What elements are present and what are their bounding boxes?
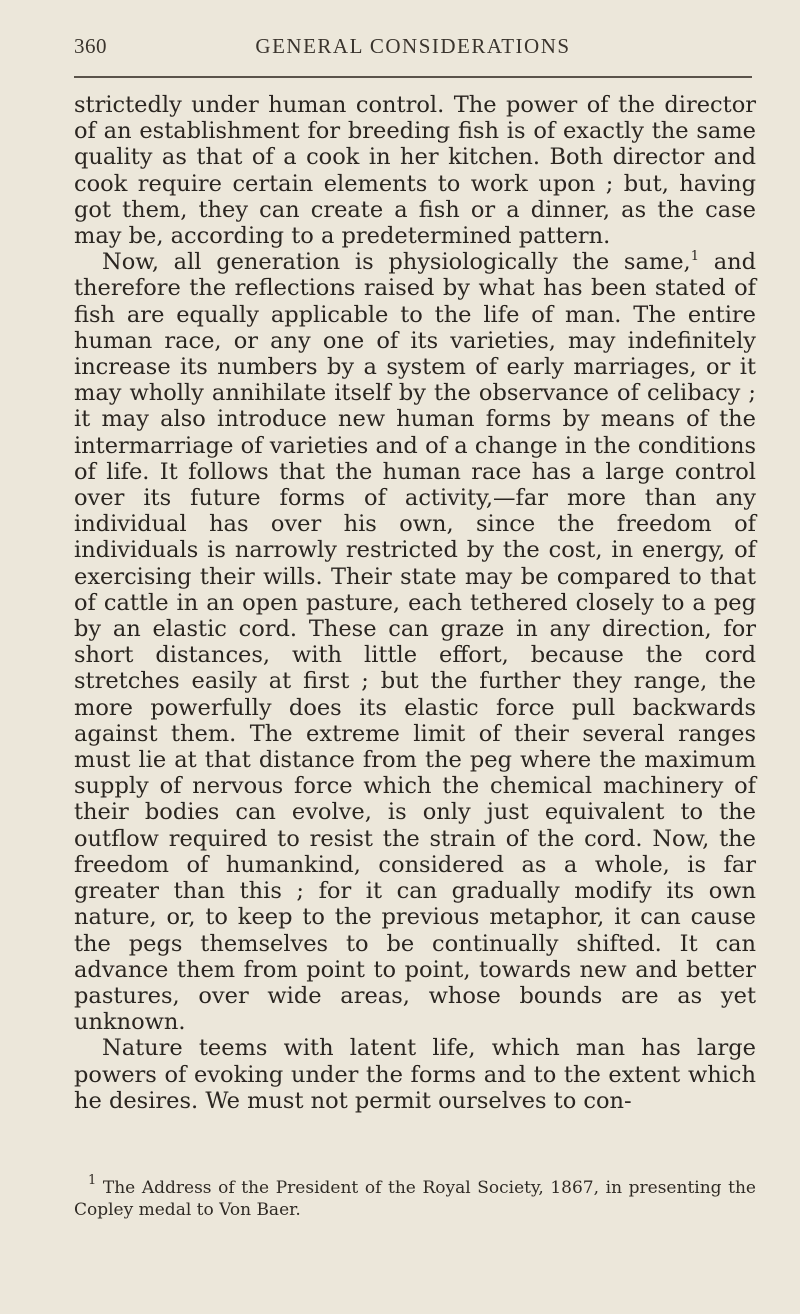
page-header (74, 34, 752, 66)
paragraph-1: strictedly under human control. The power of the director of an establishment for breeding fish is of exactly the same quality as that of a cook in her kitchen. Both director and cook require certain elements to work upon ; but, having got them, they can create a fish or a dinner, as the case may be, according to a predetermined pattern. (74, 92, 756, 250)
paragraph-2-text-a: Now, all generation is physiologically the same, (102, 249, 691, 276)
body-text (74, 92, 756, 1114)
paragraph-3: Nature teems with latent life, which man has large powers of evoking under the forms and to the extent which he desires. We must not permit ourselves to con- (74, 1035, 756, 1114)
footnote (74, 1173, 756, 1221)
paragraph-2-text-b: and therefore the reflections raised by what has been stated of fish are equally applicable to the life of man. The entire human race, or any one of its varieties, may indefinitely increase its numbers by a system of early marriages, or it may wholly annihilate itself by the observance of celibacy ; it may also introduce new human forms by means of the intermarriage of varieties and of a change in the conditions of life. It follows that the human race has a large control over its future forms of activity,—far more than any individual has over his own, since the freedom of individuals is narrowly restricted by the cost, in energy, of exercising their wills. Their state may be compared to that of cattle in an open pasture, each tethered closely to a peg by an elastic cord. These can graze in any direction, for short distances, with little effort, because the cord stretches easily at first ; but the further they range, the more powerfully does its elastic force pull backwards against them. The extreme limit of their several ranges must lie at that distance from the peg where the maximum supply of nervous force which the chemical machinery of their bodies can evolve, is only just equivalent to the outflow required to resist the strain of the cord. Now, the freedom of humankind, considered as a whole, is far greater than this ; for it can gradually modify its own nature, or, to keep to the previous metaphor, it can cause the pegs themselves to be continually shifted. It can advance them from point to point, towards new and better pastures, over wide areas, whose bounds are as yet unknown. (74, 249, 756, 1036)
footnote-reference: 1 (690, 249, 699, 265)
paragraph-2 (74, 249, 756, 1035)
footnote-marker: 1 (88, 1173, 97, 1188)
page-number: 360 (74, 34, 107, 58)
running-head: GENERAL CONSIDERATIONS (255, 34, 571, 58)
footnote-text: The Address of the President of the Royal Society, 1867, in presenting the Copley medal to Von Baer. (74, 1178, 756, 1220)
header-rule (74, 76, 752, 78)
